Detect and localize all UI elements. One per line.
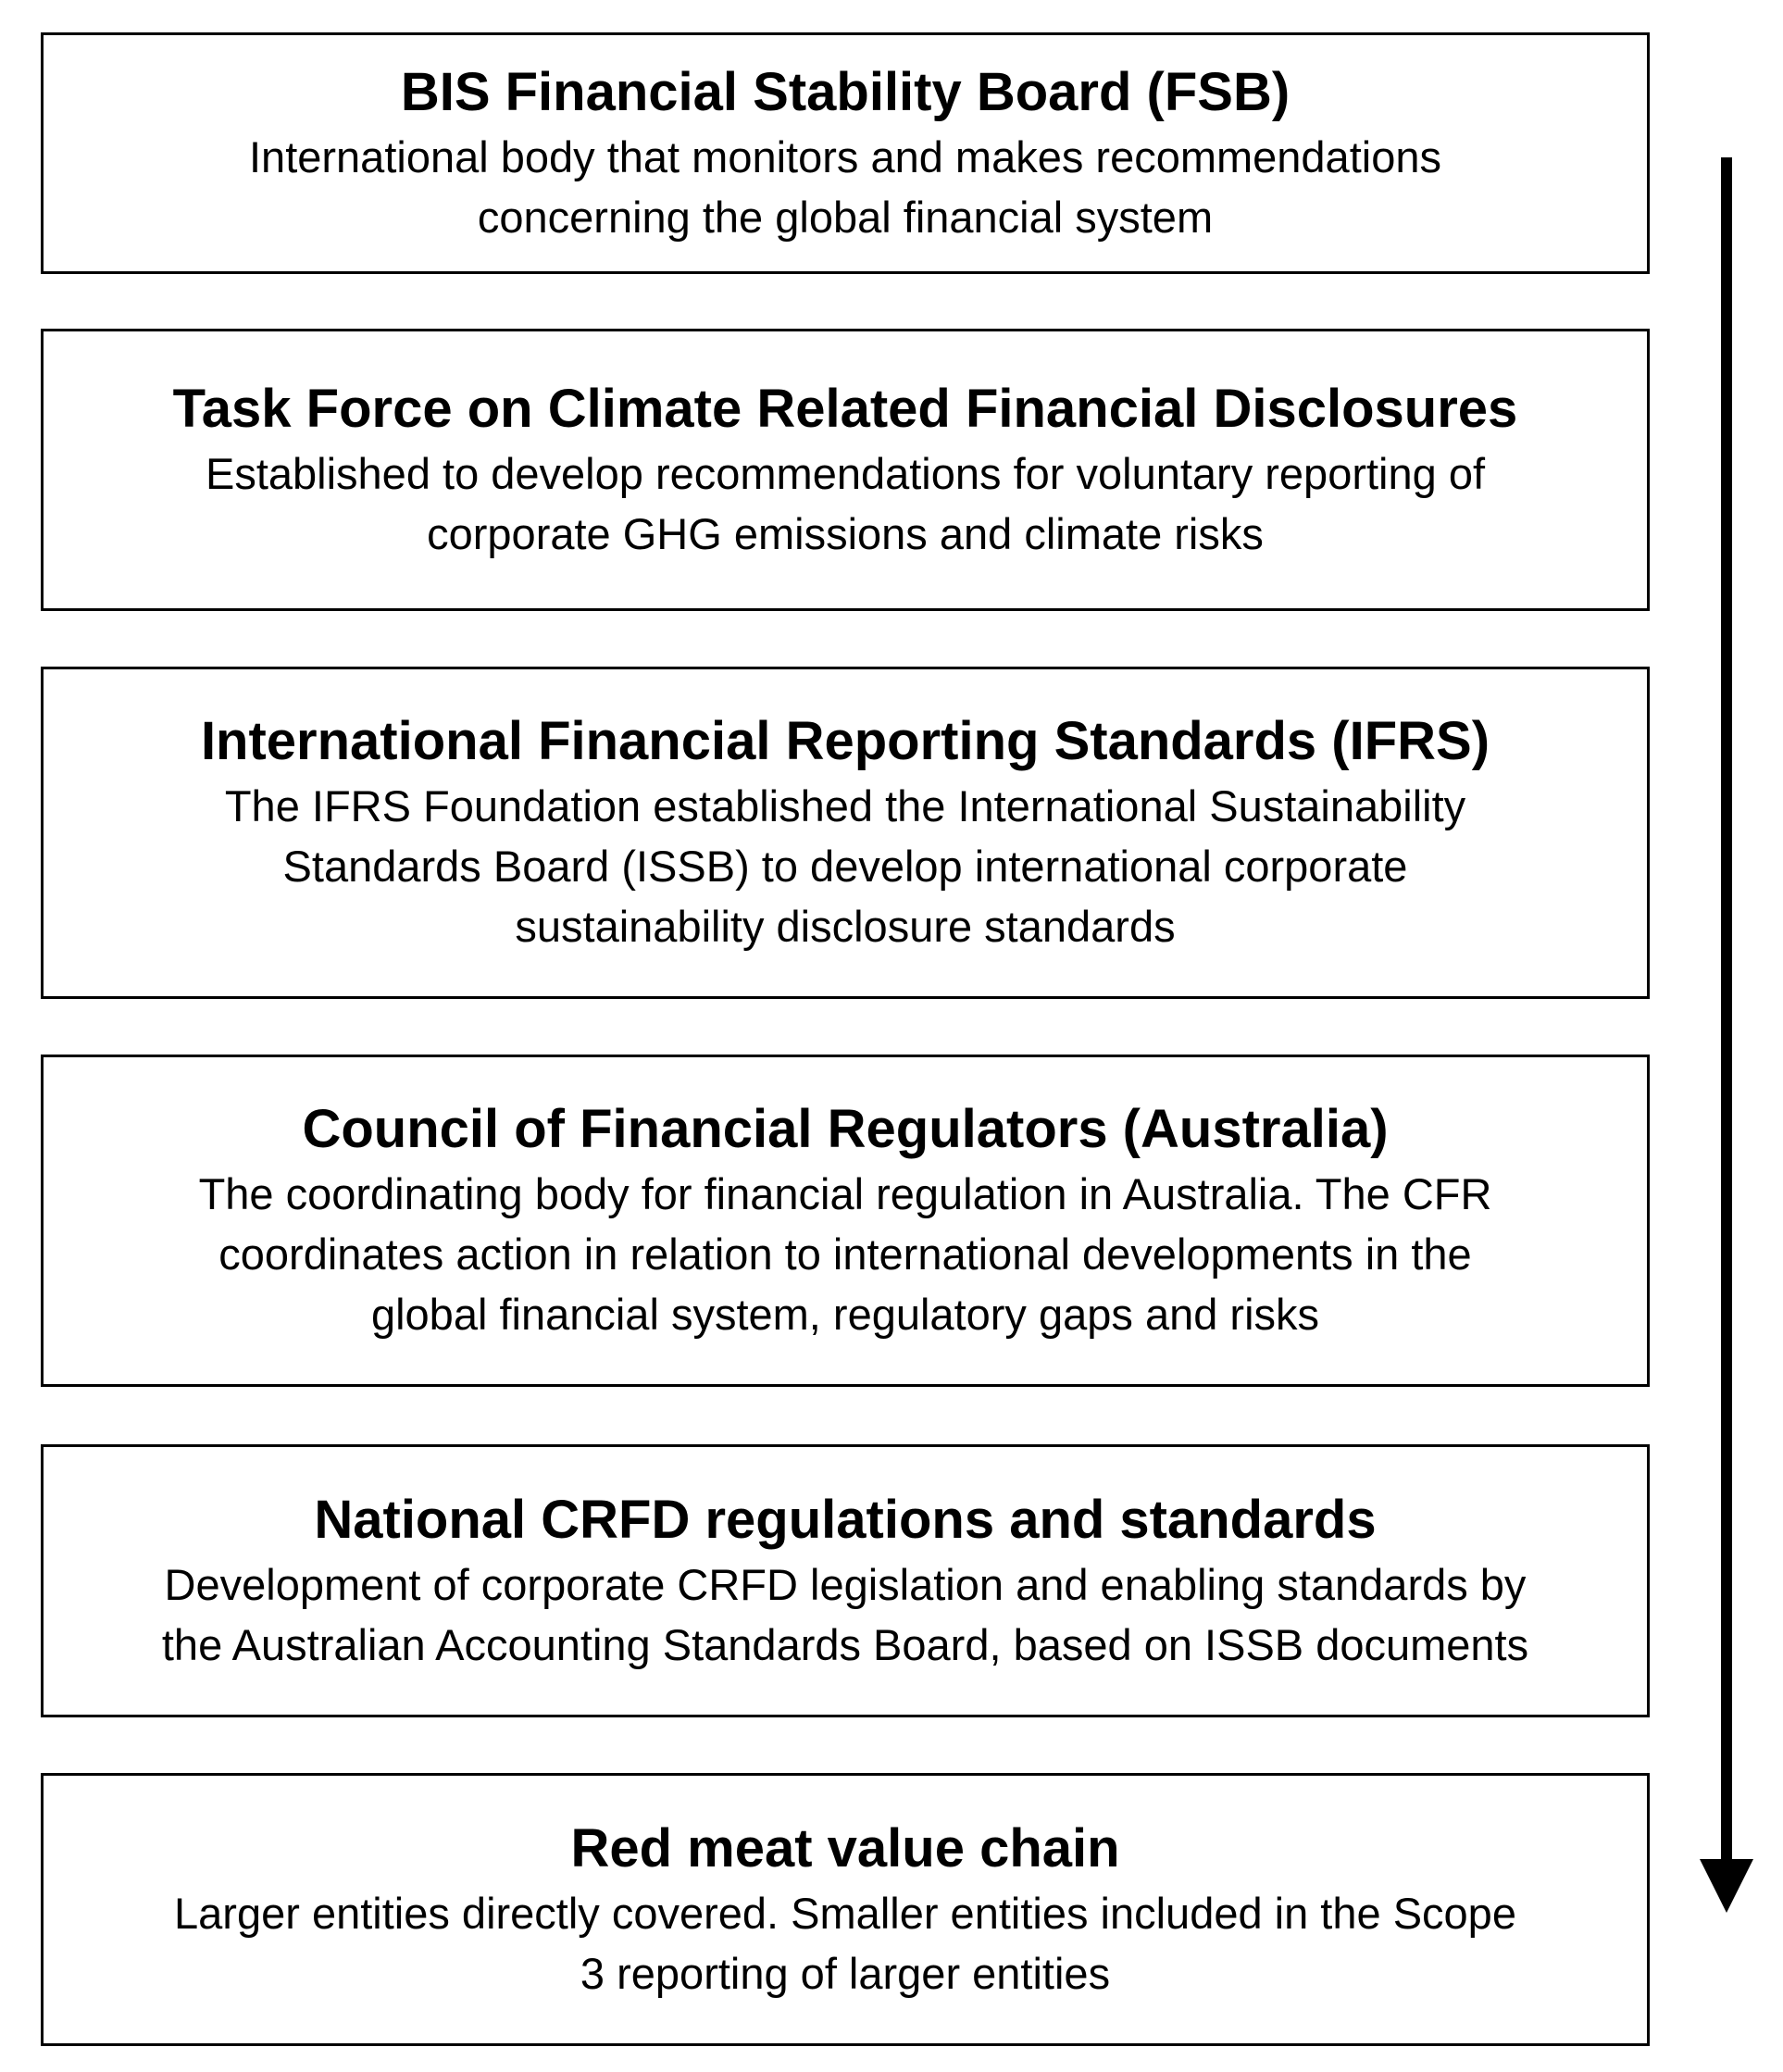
box-description-line: Standards Board (ISSB) to develop international corporate [282,842,1408,891]
box-description-line: The coordinating body for financial regulation in Australia. The CFR [198,1169,1492,1218]
box-description-line: The IFRS Foundation established the International Sustainability [224,781,1466,830]
box-description [225,776,1465,956]
box-description-line: International body that monitors and makes recommendations [249,131,1441,181]
box-description [206,443,1485,564]
box-ifrs [41,667,1650,999]
box-description [199,1164,1492,1344]
box-description [249,127,1441,247]
box-description-line: global financial system, regulatory gaps and risks [370,1290,1320,1339]
box-title: Council of Financial Regulators (Australia) [302,1099,1389,1159]
box-description [174,1883,1516,2003]
box-cfr [41,1055,1650,1387]
box-title: Task Force on Climate Related Financial Disclosures [172,378,1518,439]
box-national-crfd [41,1444,1650,1717]
box-description-line: the Australian Accounting Standards Board, based on ISSB documents [161,1619,1529,1669]
box-description-line: Established to develop recommendations for voluntary reporting of [205,448,1486,498]
box-description-line: sustainability disclosure standards [515,902,1176,951]
box-title: National CRFD regulations and standards [314,1489,1377,1550]
box-description-line: Larger entities directly covered. Smaller entities included in the Scope [174,1888,1516,1938]
box-description-line: Development of corporate CRFD legislation and enabling standards by [164,1559,1527,1609]
box-red-meat [41,1773,1650,2046]
box-description-line: corporate GHG emissions and climate risks [427,508,1264,558]
box-title: International Financial Reporting Standards (IFRS) [200,711,1490,771]
down-arrow-icon [1694,157,1759,1916]
box-description [162,1554,1528,1675]
box-title: Red meat value chain [570,1817,1120,1879]
arrow-head [1700,1859,1753,1913]
box-fsb [41,32,1650,274]
box-title: BIS Financial Stability Board (FSB) [400,61,1290,122]
box-description-line: 3 reporting of larger entities [580,1948,1111,1998]
box-tcfd [41,329,1650,611]
arrow-shaft [1721,157,1732,1861]
box-description-line: concerning the global financial system [477,192,1214,242]
box-description-line: coordinates action in relation to international developments in the [218,1229,1472,1279]
